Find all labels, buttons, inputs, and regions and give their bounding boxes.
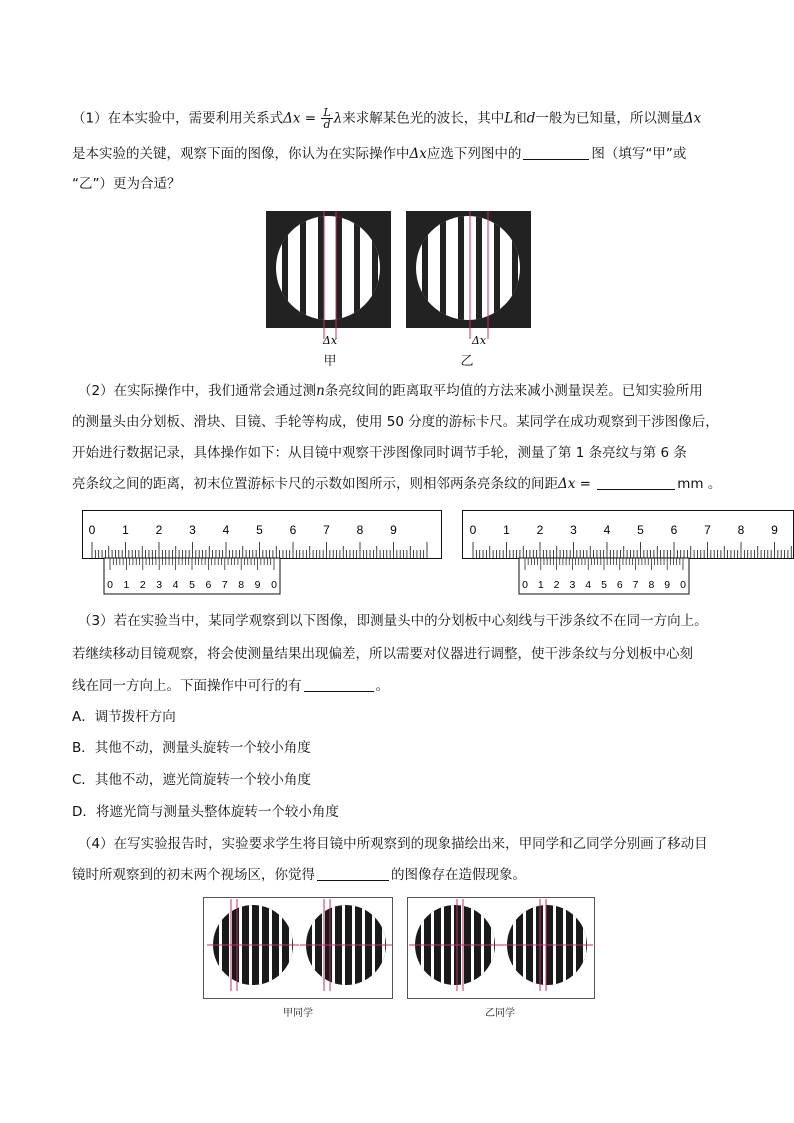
q4-line2-text: 镜时所观察到的初末两个视场区，你觉得 bbox=[72, 867, 315, 883]
lambda-symbol: λ bbox=[333, 110, 343, 127]
vernier-label: 0 bbox=[271, 579, 277, 591]
main-scale-label: 0 bbox=[88, 523, 96, 537]
q2-line2: 的测量头由分划板、滑块、目镜、手轮等构成，使用 50 分度的游标卡尺。某同学在成功观察到干涉图像后， bbox=[72, 414, 719, 430]
answer-blank-q2[interactable] bbox=[597, 475, 675, 490]
vernier-label: 0 bbox=[107, 579, 113, 591]
delta-x-symbol: Δx bbox=[558, 476, 576, 492]
main-scale-label: 1 bbox=[122, 523, 129, 537]
vernier-label: 3 bbox=[156, 579, 163, 591]
vernier-label: 7 bbox=[221, 579, 228, 591]
q3-line1: （3）若在实验当中，某同学观察到以下图像，即测量头中的分划板中心刻线与干涉条纹不在同一方向上。 bbox=[78, 613, 708, 629]
fraction-l-over-d bbox=[321, 107, 332, 130]
delta-x-symbol: Δx bbox=[409, 146, 427, 162]
q4-line1: （4）在写实验报告时，实验要求学生将目镜中所观察到的现象描绘出来，甲同学和乙同学分别画了移动目 bbox=[78, 836, 708, 852]
vernier-label: 1 bbox=[537, 579, 544, 591]
vernier-label: 2 bbox=[139, 579, 146, 591]
caption-jia: 甲 bbox=[323, 354, 337, 369]
caption-yi: 乙 bbox=[460, 354, 474, 369]
main-scale-label: 4 bbox=[603, 523, 611, 537]
q2-line1-text-b: 条亮纹间的距离取平均值的方法来减小测量误差。已知实验所用 bbox=[324, 383, 703, 399]
equals-sign: = bbox=[300, 110, 321, 127]
main-scale-label: 5 bbox=[637, 523, 644, 537]
main-scale-label: 0 bbox=[469, 523, 477, 537]
option-b[interactable]: B．其他不动，测量头旋转一个较小角度 bbox=[72, 740, 311, 756]
q4-line2 bbox=[72, 865, 526, 885]
q3-line3 bbox=[72, 676, 389, 696]
q1-prefix: （1）在本实验中，需要利用关系式 bbox=[72, 110, 284, 127]
main-scale-label: 6 bbox=[289, 523, 297, 537]
caption-yi-student: 乙同学 bbox=[485, 1008, 515, 1019]
symbol-n: n bbox=[316, 383, 325, 399]
q1-line2-text: 是本实验的关键，观察下面的图像，你认为在实际操作中 bbox=[72, 146, 410, 162]
answer-blank-q1[interactable] bbox=[523, 145, 589, 160]
equals-sign: = bbox=[575, 476, 596, 492]
q2-line1 bbox=[78, 381, 703, 401]
q1-and: 和 bbox=[513, 110, 527, 127]
vernier-label: 2 bbox=[553, 579, 560, 591]
vernier-label: 4 bbox=[585, 579, 592, 591]
vernier-label: 5 bbox=[601, 579, 607, 591]
q1-line2 bbox=[72, 144, 686, 164]
vernier-label: 6 bbox=[616, 579, 623, 591]
option-a[interactable]: A．调节拨杆方向 bbox=[72, 709, 176, 725]
q1-line2-text-c: 图（填写“甲”或 bbox=[591, 146, 687, 162]
q2-line4 bbox=[72, 474, 721, 494]
symbol-d: d bbox=[526, 110, 536, 127]
main-scale-label: 9 bbox=[771, 523, 778, 537]
main-scale-label: 2 bbox=[536, 523, 544, 537]
main-scale-label: 3 bbox=[570, 523, 577, 537]
q1-tail: 一般为已知量，所以测量 bbox=[535, 110, 684, 127]
main-scale-label: 7 bbox=[323, 523, 330, 537]
q2-line3: 开始进行数据记录，具体操作如下：从目镜中观察干涉图像同时调节手轮，测量了第 1 条亮纹与第 6 条 bbox=[72, 445, 687, 461]
vernier-caliper-final bbox=[462, 510, 794, 596]
caption-jia-student: 甲同学 bbox=[283, 1008, 313, 1019]
fraction-denominator: d bbox=[323, 118, 331, 131]
vernier-label: 3 bbox=[569, 579, 576, 591]
vernier-label: 8 bbox=[648, 579, 655, 591]
main-scale-label: 7 bbox=[704, 523, 711, 537]
main-scale-label: 3 bbox=[189, 523, 196, 537]
vernier-label: 8 bbox=[238, 579, 245, 591]
q1-line2-text-b: 应选下列图中的 bbox=[426, 146, 522, 162]
vernier-label: 9 bbox=[664, 579, 671, 591]
main-scale-label: 1 bbox=[503, 523, 510, 537]
q1-line1 bbox=[72, 107, 701, 130]
q2-line4-text: 亮条纹之间的距离，初末位置游标卡尺的示数如图所示，则相邻两条亮条纹的间距 bbox=[72, 476, 558, 492]
main-scale-label: 9 bbox=[390, 523, 397, 537]
delta-x-symbol: Δx bbox=[683, 110, 702, 127]
figure-jia-student bbox=[203, 897, 393, 999]
main-scale-label: 8 bbox=[356, 523, 364, 537]
unit-mm: mm 。 bbox=[677, 476, 722, 492]
vernier-label: 7 bbox=[632, 579, 639, 591]
vernier-caliper-initial bbox=[82, 510, 442, 596]
q3-line2: 若继续移动目镜观察，将会使测量结果出现偏差，所以需要对仪器进行调整，使干涉条纹与分划板中心刻 bbox=[72, 646, 693, 662]
vernier-label: 9 bbox=[254, 579, 261, 591]
q3-line3-text: 线在同一方向上。下面操作中可行的有 bbox=[72, 678, 302, 694]
vernier-label: 6 bbox=[205, 579, 212, 591]
vernier-label: 0 bbox=[522, 579, 528, 591]
main-scale-label: 6 bbox=[670, 523, 678, 537]
vernier-label: 4 bbox=[172, 579, 179, 591]
main-scale-label: 4 bbox=[222, 523, 230, 537]
q1-line3: “乙”）更为合适？ bbox=[72, 176, 181, 192]
main-scale-label: 8 bbox=[737, 523, 745, 537]
symbol-L: L bbox=[504, 110, 514, 127]
q1-mid-text: 来求解某色光的波长，其中 bbox=[342, 110, 505, 127]
main-scale-label: 5 bbox=[256, 523, 263, 537]
delta-x-symbol: Δx bbox=[283, 110, 301, 127]
delta-x-label: Δx bbox=[471, 334, 487, 347]
option-c[interactable]: C．其他不动，遮光筒旋转一个较小角度 bbox=[72, 772, 311, 788]
vernier-label: 5 bbox=[189, 579, 195, 591]
q3-line3-end: 。 bbox=[375, 678, 389, 694]
option-d[interactable]: D．将遮光筒与测量头整体旋转一个较小角度 bbox=[72, 804, 339, 820]
answer-blank-q3[interactable] bbox=[304, 677, 374, 692]
fraction-numerator: L bbox=[323, 106, 331, 119]
figure-jia-fringes bbox=[266, 211, 391, 349]
main-scale-label: 2 bbox=[155, 523, 163, 537]
vernier-label: 1 bbox=[123, 579, 130, 591]
figure-yi-fringes bbox=[406, 211, 531, 349]
answer-blank-q4[interactable] bbox=[317, 866, 389, 881]
vernier-label: 0 bbox=[680, 579, 686, 591]
delta-x-label: Δx bbox=[322, 334, 338, 347]
q2-line1-text: （2）在实际操作中，我们通常会通过测 bbox=[78, 383, 317, 399]
q4-line2-text-b: 的图像存在造假现象。 bbox=[391, 867, 526, 883]
figure-yi-student bbox=[407, 897, 595, 999]
